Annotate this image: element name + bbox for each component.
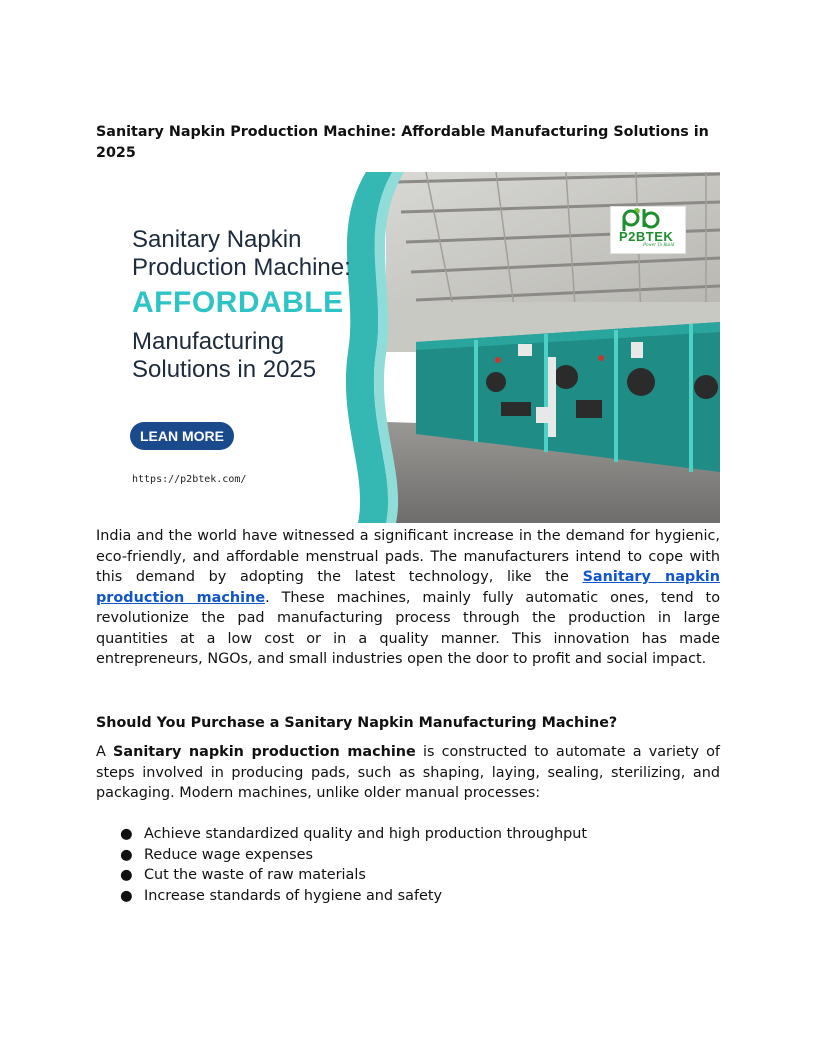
bullet-marker: ● <box>120 867 133 883</box>
intro-text-before-link: India and the world have witnessed a significant increase in the demand for hygienic, eco-friendly, and affordable menstrual pads. The manufacturers intend to cope with this demand by adopting the latest technology, like the <box>96 528 720 585</box>
list-item <box>96 886 720 907</box>
banner-subline2: Solutions in 2025 <box>132 356 317 383</box>
sanitary-napkin-machine-link[interactable]: Sanitary napkin production machine <box>96 569 720 606</box>
hero-banner-image[interactable] <box>96 172 720 523</box>
banner-subline1: Manufacturing <box>132 328 285 355</box>
list-item <box>96 824 720 845</box>
list-item <box>96 845 720 866</box>
bullet-marker: ● <box>120 846 133 863</box>
bullet-marker: ● <box>120 826 133 842</box>
page-title: Sanitary Napkin Production Machine: Affordable Manufacturing Solutions in 2025 <box>96 124 709 161</box>
learn-more-button[interactable]: LEAN MORE <box>130 422 234 450</box>
bullet-marker: ● <box>120 887 133 904</box>
list-item-text: Increase standards of hygiene and safety <box>144 887 443 904</box>
banner-headline-line2: Production Machine: <box>132 254 351 281</box>
list-item-text: Reduce wage expenses <box>144 846 314 863</box>
logo-mark-icon <box>611 207 685 231</box>
banner-headline-line1: Sanitary Napkin <box>132 226 302 253</box>
p2btek-logo <box>610 206 686 254</box>
logo-word: P2BTEK <box>619 229 674 244</box>
banner-url-text: https://p2btek.com/ <box>132 474 247 485</box>
intro-text-after-link: . These machines, mainly fully automatic ones, tend to revolutionize the pad manufacturing process through the production in large quantities at a low cost or in a quality manner. This innovation has made entrepreneurs, NGOs, and small industries open the door to profit and social impact. <box>96 589 720 667</box>
list-item-text: Achieve standardized quality and high production throughput <box>144 826 588 842</box>
benefits-list <box>96 824 720 906</box>
section-bold-term: Sanitary napkin production machine <box>113 744 416 760</box>
logo-tagline: Power To Build <box>643 243 675 248</box>
section-paragraph <box>96 742 720 804</box>
section-rest: is constructed to automate a variety of steps involved in producing pads, such as shaping, laying, sealing, sterilizing, and packaging. Modern machines, unlike older manual processes: <box>96 744 720 801</box>
section-lead: A <box>96 744 113 760</box>
banner-headline-accent: AFFORDABLE <box>132 286 344 319</box>
intro-paragraph <box>96 526 720 670</box>
list-item <box>96 865 720 886</box>
banner-text-block <box>132 226 351 384</box>
list-item-text: Cut the waste of raw materials <box>144 867 366 883</box>
section-heading: Should You Purchase a Sanitary Napkin Manufacturing Machine? <box>96 715 618 731</box>
